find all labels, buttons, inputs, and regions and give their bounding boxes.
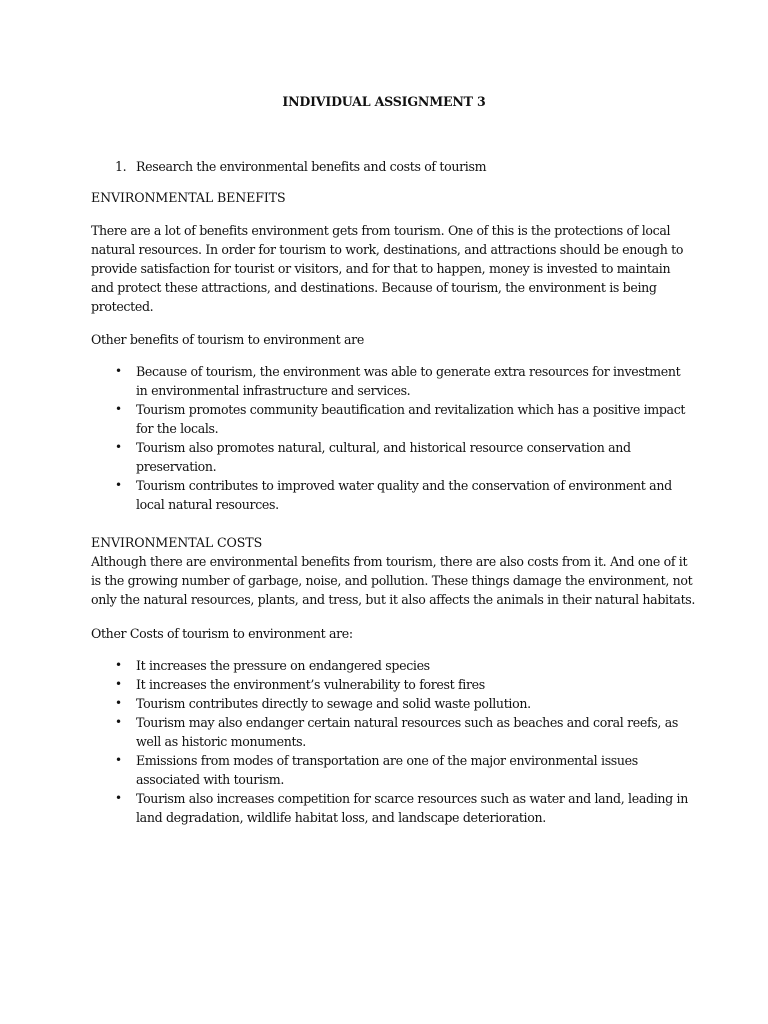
list-item [115,438,695,476]
paragraph-line: There are a lot of benefits environment gets from tourism. One of this is the protections of local [91,223,671,238]
bullet-icon: • [115,658,122,672]
bullet-icon: • [115,677,122,691]
benefits-heading: ENVIRONMENTAL BENEFITS [91,190,286,205]
list-item-line: preservation. [136,459,217,474]
list-item [115,789,695,827]
list-item-line: in environmental infrastructure and services. [136,383,411,398]
bullet-icon: • [115,364,122,378]
bullet-icon: • [115,402,122,416]
list-item-line: Tourism also increases competition for scarce resources such as water and land, leading in [136,791,688,806]
paragraph-line: Although there are environmental benefits from tourism, there are also costs from it. And one of it [91,554,688,569]
list-item [115,656,695,675]
paragraph-line: natural resources. In order for tourism to work, destinations, and attractions should be enough to [91,242,684,257]
item-number: 1. [115,159,127,174]
list-item-line: It increases the pressure on endangered species [136,658,430,673]
list-item-line: Tourism also promotes natural, cultural, and historical resource conservation and [136,440,631,455]
paragraph-line: only the natural resources, plants, and tress, but it also affects the animals in their natural habitats. [91,592,696,607]
bullet-icon: • [115,791,122,805]
bullet-icon: • [115,440,122,454]
document-title: INDIVIDUAL ASSIGNMENT 3 [282,94,486,109]
bullet-icon: • [115,715,122,729]
list-item [115,362,695,400]
list-item-line: Tourism promotes community beautification and revitalization which has a positive impact [136,402,686,417]
paragraph-line: protected. [91,299,154,314]
list-item [115,400,695,438]
paragraph-line: is the growing number of garbage, noise, and pollution. These things damage the environment, not [91,573,693,588]
list-item [115,751,695,789]
bullet-icon: • [115,478,122,492]
paragraph-line: and protect these attractions, and destinations. Because of tourism, the environment is being [91,280,657,295]
list-item-line: Because of tourism, the environment was able to generate extra resources for investment [136,364,681,379]
numbered-item [115,157,486,176]
list-item [115,694,695,713]
list-item [115,713,695,751]
item-text: Research the environmental benefits and costs of tourism [136,159,487,174]
costs-list [115,656,695,827]
paragraph-line: provide satisfaction for tourist or visitors, and for that to happen, money is invested to maintain [91,261,671,276]
list-item-line: Tourism may also endanger certain natural resources such as beaches and coral reefs, as [136,715,678,730]
list-item-line: Emissions from modes of transportation are one of the major environmental issues [136,753,638,768]
list-item-line: local natural resources. [136,497,279,512]
list-item-line: for the locals. [136,421,219,436]
benefits-list-intro: Other benefits of tourism to environment are [91,332,364,347]
bullet-icon: • [115,753,122,767]
list-item-line: Tourism contributes directly to sewage and solid waste pollution. [136,696,531,711]
list-item [115,675,695,694]
list-item [115,476,695,514]
benefits-paragraph [91,221,684,316]
bullet-icon: • [115,696,122,710]
list-item-line: land degradation, wildlife habitat loss, and landscape deterioration. [136,810,546,825]
costs-paragraph [91,552,696,609]
costs-list-intro: Other Costs of tourism to environment are: [91,626,353,641]
list-item-line: well as historic monuments. [136,734,306,749]
benefits-list [115,362,695,514]
list-item-line: It increases the environment’s vulnerability to forest fires [136,677,485,692]
costs-heading: ENVIRONMENTAL COSTS [91,535,263,550]
list-item-line: Tourism contributes to improved water quality and the conservation of environment and [136,478,672,493]
list-item-line: associated with tourism. [136,772,284,787]
